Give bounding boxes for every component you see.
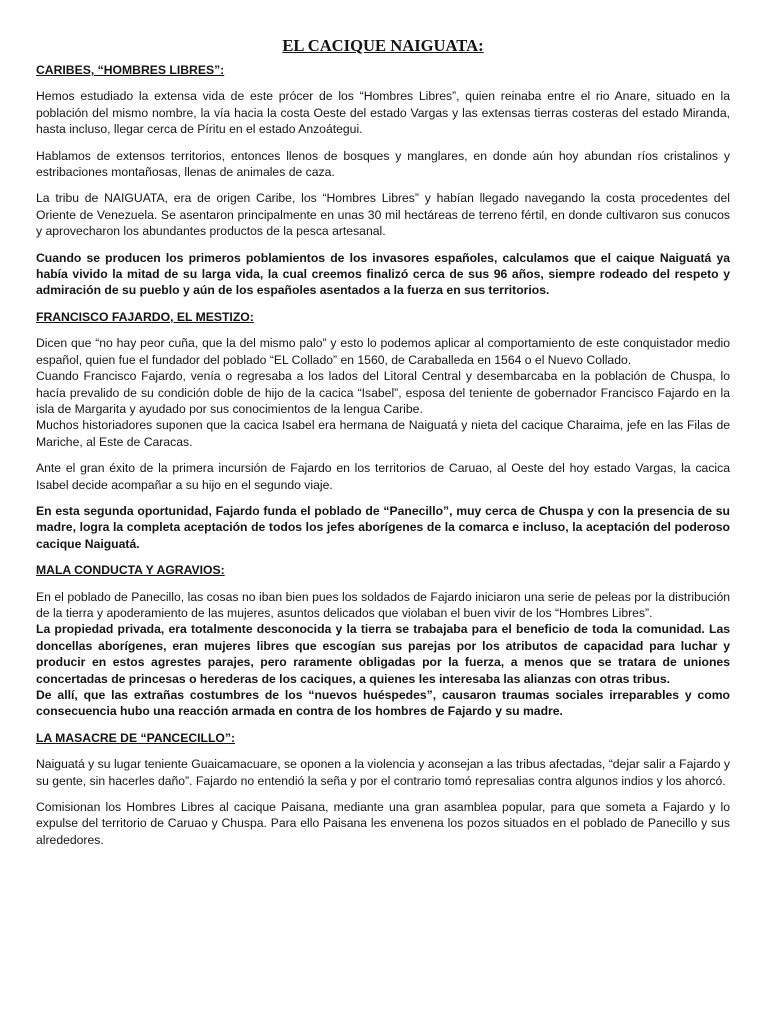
paragraph: Naiguatá y su lugar teniente Guaicamacuare, se oponen a la violencia y aconsejan a las tribus afectadas, “dejar salir a Fajardo y su gente, sin hacerles daño”. Fajardo no entendió la seña y por el contrario tomó represalias contra algunos indios y los ahorcó. [36,757,730,788]
paragraph: La propiedad privada, era totalmente desconocida y la tierra se trabajaba para el beneficio de toda la comunidad. Las doncellas aborígenes, eran mujeres libres que escogían sus parejas por los atributos de capacidad para luchar y producir en estos agrestes parajes, pero raramente obligadas por la fuerza, a menos que se tratara de uniones concertadas de princesas o herederas de los caciques, a quienes les interesaba las alianzas con otras tribus. [36,622,730,686]
paragraph: La tribu de NAIGUATA, era de origen Caribe, los “Hombres Libres” y habían llegado navegando la costa procedentes del Oriente de Venezuela. Se asentaron principalmente en unas 30 mil hectáreas de terreno fértil, en donde cultivaron sus conucos y aprovecharon los abundantes productos de la pesca artesanal. [36,191,730,239]
paragraph: Cuando Francisco Fajardo, venía o regresaba a los lados del Litoral Central y desembarcaba en la población de Chuspa, lo hacía prevalido de su condición doble de hijo de la cacica “Isabel”, esposa del teniente de gobernador Francisco Fajardo en la isla de Margarita y ayudado por sus conocimientos de la lengua Caribe. [36,369,730,416]
section-heading-mala-conducta: MALA CONDUCTA Y AGRAVIOS: [36,563,225,578]
paragraph: Comisionan los Hombres Libres al cacique Paisana, mediante una gran asamblea popular, para que someta a Fajardo y lo expulse del territorio de Caruao y Chuspa. Para ello Paisana les envenena los pozos situados en el poblado de Panecillo y sus alrededores. [36,800,730,847]
paragraph: Muchos historiadores suponen que la cacica Isabel era hermana de Naiguatá y nieta del cacique Charaima, jefe en las Filas de Mariche, al Este de Caracas. [36,418,730,449]
section-heading-caribes: CARIBES, “HOMBRES LIBRES”: [36,63,225,77]
document-title: EL CACIQUE NAIGUATA: [282,36,484,55]
paragraph: Hablamos de extensos territorios, entonces llenos de bosques y manglares, en donde aún hoy abundan ríos cristalinos y estribaciones montañosas, llenas de animales de caza. [36,148,730,180]
paragraph: De allí, que las extrañas costumbres de los “nuevos huéspedes”, causaron traumas sociales irreparables y como consecuencia hubo una reacción armada en contra de los hombres de Fajardo y su madre. [36,688,730,719]
section-heading-fajardo: FRANCISCO FAJARDO, EL MESTIZO: [36,309,254,324]
paragraph: En el poblado de Panecillo, las cosas no iban bien pues los soldados de Fajardo iniciaron una serie de peleas por la distribución de la tierra y apoderamiento de las mujeres, asuntos delicados que violaban el buen vivir de los “Hombres Libres”. [36,589,730,620]
paragraph: Dicen que “no hay peor cuña, que la del mismo palo” y esto lo podemos aplicar al comportamiento de este conquistador medio español, quien fue el fundador del poblado “EL Collado” en 1560, de Caraballeda en 1564 o el Nuevo Collado. [36,336,730,367]
section-heading-masacre: LA MASACRE DE “PANCECILLO”: [36,730,236,745]
paragraph: Ante el gran éxito de la primera incursión de Fajardo en los territorios de Caruao, al Oeste del hoy estado Vargas, la cacica Isabel decide acompañar a su hijo en el segundo viaje. [36,461,730,492]
paragraph: En esta segunda oportunidad, Fajardo funda el poblado de “Panecillo”, muy cerca de Chuspa y con la presencia de su madre, logra la completa aceptación de todos los jefes aborígenes de la comarca e incluso, la aceptación del poderoso cacique Naiguatá. [36,503,730,551]
paragraph: Cuando se producen los primeros poblamientos de los invasores españoles, calculamos que el caique Naiguatá ya había vivido la mitad de su larga vida, la cual creemos finalizó cerca de sus 96 años, siempre rodeado del respeto y admiración de su pueblo y aún de los españoles asentados a la fuerza en sus territorios. [36,250,730,298]
paragraph: Hemos estudiado la extensa vida de este prócer de los “Hombres Libres”, quien reinaba entre el rio Anare, situado en la población del mismo nombre, la vía hacia la costa Oeste del estado Vargas y las extensas tierras costeras del estado Miranda, hasta incluso, llegar cerca de Píritu en el estado Anzoátegui. [36,89,730,137]
